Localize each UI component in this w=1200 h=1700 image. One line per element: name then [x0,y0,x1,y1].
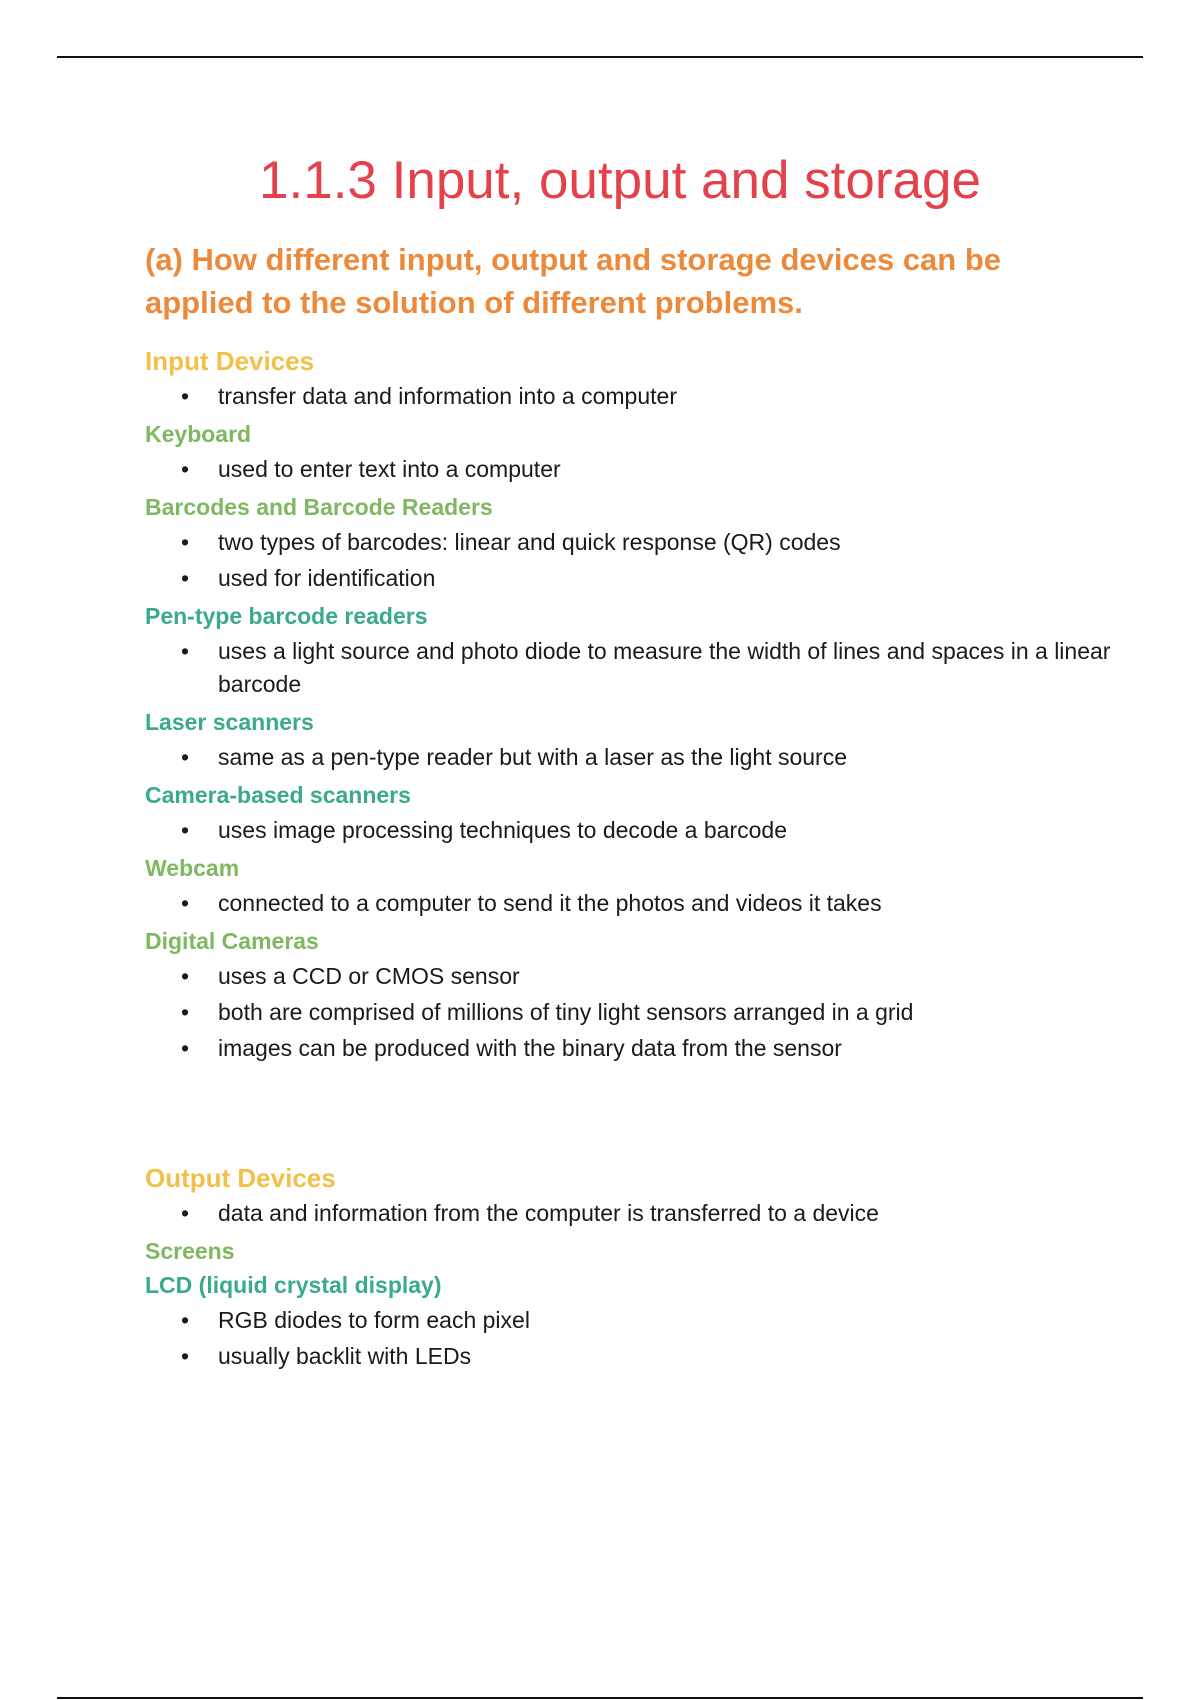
heading-digital-cameras: Digital Cameras [145,928,319,954]
top-rule [57,56,1143,58]
bullet-list [145,380,1145,413]
bullet-list [145,814,1145,847]
list-item: • connected to a computer to send it the photos and videos it takes [145,887,1145,920]
heading-input-devices: Input Devices [145,346,315,376]
list-item: • data and information from the computer is transferred to a device [145,1197,1145,1230]
list-item: • usually backlit with LEDs [145,1340,1145,1373]
bullet-list [145,453,1145,486]
list-item: • RGB diodes to form each pixel [145,1304,1145,1337]
list-item: • uses a light source and photo diode to measure the width of lines and spaces in a linear barcode [145,635,1158,701]
heading-webcam: Webcam [145,855,240,881]
heading-screens: Screens [145,1238,235,1264]
list-item: • same as a pen-type reader but with a laser as the light source [145,741,1145,774]
list-item: • uses a CCD or CMOS sensor [145,960,1145,993]
list-item: • used for identification [145,562,1145,595]
bullet-list [145,1304,1145,1373]
list-item: • uses image processing techniques to decode a barcode [145,814,1145,847]
heading-pen-type-readers: Pen-type barcode readers [145,603,428,629]
list-item: • transfer data and information into a computer [145,380,1145,413]
list-item: • images can be produced with the binary data from the sensor [145,1032,1145,1065]
bullet-list [145,526,1145,595]
heading-keyboard: Keyboard [145,421,252,447]
bullet-list [145,887,1145,920]
notes-content [145,344,1145,1377]
heading-output-devices: Output Devices [145,1163,336,1193]
list-item: • two types of barcodes: linear and quick response (QR) codes [145,526,1145,559]
heading-laser-scanners: Laser scanners [145,709,314,735]
bullet-list [145,635,1145,701]
heading-camera-based-scanners: Camera-based scanners [145,782,411,808]
heading-lcd: LCD (liquid crystal display) [145,1272,442,1298]
section-subtitle: (a) How different input, output and storage devices can be applied to the solution of different problems. [145,242,1002,320]
list-item: • used to enter text into a computer [145,453,1145,486]
bullet-list [145,1197,1145,1230]
page-title: 1.1.3 Input, output and storage [259,151,981,210]
bullet-list [145,741,1145,774]
list-item: • both are comprised of millions of tiny light sensors arranged in a grid [145,996,1145,1029]
heading-barcodes: Barcodes and Barcode Readers [145,494,493,520]
section-spacer [145,1069,1145,1161]
bullet-list [145,960,1145,1065]
bottom-rule [57,1697,1143,1699]
